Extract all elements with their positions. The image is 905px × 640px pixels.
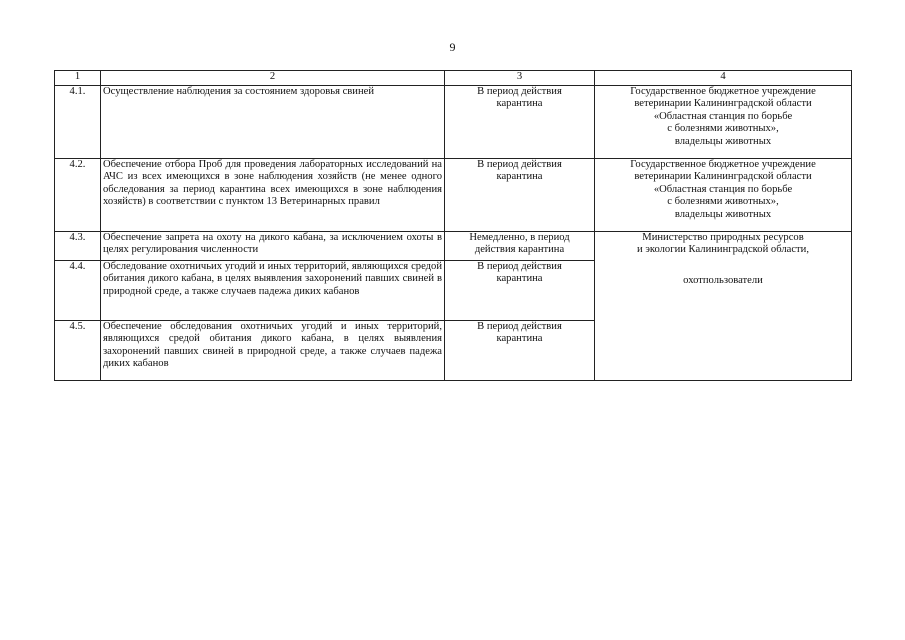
- responsible-party-merged: [595, 232, 852, 381]
- measure-description: Обследование охотничьих угодий и иных территорий, являющихся средой обитания дикого кабана, в целях выявления захоронений павших свиней в природной среде, а также случаев падежа диких кабанов: [101, 261, 445, 321]
- page-number: 9: [449, 40, 456, 54]
- timing-line: Немедленно, в период: [469, 232, 570, 243]
- responsible-line: ветеринарии Калининградской области: [634, 171, 812, 183]
- timing-line: карантина: [496, 98, 543, 110]
- timing-line: В период действия: [477, 86, 562, 97]
- measure-description: Обеспечение обследования охотничьих угодий и иных территорий, являющихся средой обитания дикого кабана, в целях выявления захоронений павших свиней в природной среде, а также случаев падежа диких кабанов: [101, 321, 445, 381]
- responsible-line: Государственное бюджетное учреждение: [630, 86, 816, 97]
- responsible-line: владельцы животных: [674, 208, 772, 220]
- responsible-party: [595, 86, 852, 159]
- responsible-line: владельцы животных: [674, 135, 772, 147]
- measure-description: Обеспечение отбора Проб для проведения лабораторных исследований на АЧС из всех имеющихся в зоне наблюдения хозяйств (не менее одного обследования за период карантина всех имеющихся в зоне наблюдения хозяйств) в соответствии с пунктом 13 Ветеринарных правил: [101, 159, 445, 232]
- measure-timing: [445, 232, 595, 261]
- header-cell: 3: [445, 71, 595, 86]
- timing-line: карантина: [496, 273, 543, 285]
- measure-timing: [445, 159, 595, 232]
- measure-timing: [445, 321, 595, 381]
- responsible-line: охотпользователи: [683, 274, 763, 286]
- responsible-line: с болезнями животных»,: [667, 123, 779, 135]
- responsible-line: «Областная станция по борьбе: [653, 183, 793, 195]
- table-header-row: [55, 71, 852, 86]
- row-number: 4.4.: [55, 261, 101, 321]
- table-row: [55, 232, 852, 261]
- timing-line: карантина: [496, 171, 543, 183]
- responsible-line: ветеринарии Калининградской области: [634, 98, 812, 110]
- responsible-line: «Областная станция по борьбе: [653, 110, 793, 122]
- measure-description: Осуществление наблюдения за состоянием здоровья свиней: [101, 86, 445, 159]
- measures-table: [54, 70, 852, 381]
- measure-timing: [445, 261, 595, 321]
- row-number: 4.5.: [55, 321, 101, 381]
- responsible-party: [595, 159, 852, 232]
- timing-line: карантина: [496, 333, 543, 345]
- table-row: [55, 159, 852, 232]
- header-cell: 4: [595, 71, 852, 86]
- timing-line: В период действия: [477, 321, 562, 332]
- timing-line: В период действия: [477, 159, 562, 170]
- table-row: [55, 86, 852, 159]
- timing-line: В период действия: [477, 261, 562, 272]
- header-cell: 2: [101, 71, 445, 86]
- responsible-line: Государственное бюджетное учреждение: [630, 159, 816, 170]
- measure-timing: [445, 86, 595, 159]
- responsible-line: и экологии Калининградской области,: [637, 244, 809, 256]
- measure-description: Обеспечение запрета на охоту на дикого кабана, за исключением охоты в целях регулирования численности: [101, 232, 445, 261]
- header-cell: 1: [55, 71, 101, 86]
- row-number: 4.2.: [55, 159, 101, 232]
- responsible-line: Министерство природных ресурсов: [642, 232, 804, 243]
- responsible-line: с болезнями животных»,: [667, 196, 779, 208]
- timing-line: действия карантина: [474, 244, 565, 256]
- row-number: 4.1.: [55, 86, 101, 159]
- row-number: 4.3.: [55, 232, 101, 261]
